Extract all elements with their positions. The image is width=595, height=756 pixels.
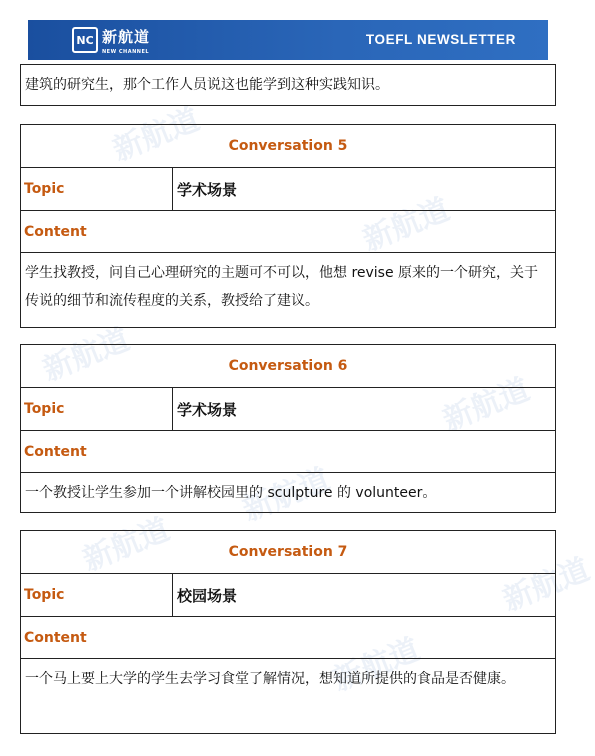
brand-name-en: NEW CHANNEL bbox=[102, 48, 150, 55]
carryover-box bbox=[20, 64, 556, 106]
content-label: Content bbox=[24, 443, 87, 460]
watermark-logo: 新航道 bbox=[108, 102, 205, 169]
brand-mark-icon: NC bbox=[72, 27, 98, 53]
topic-value: 校园场景 bbox=[177, 586, 238, 605]
conversation-title-row bbox=[21, 345, 555, 387]
brand-name-cn: 新航道 bbox=[102, 27, 151, 46]
conversation-title: Conversation 7 bbox=[228, 544, 348, 560]
carryover-text: 建筑的研究生，那个工作人员说这也能学到这种实践知识。 bbox=[25, 77, 389, 93]
watermark-logo: 新航道 bbox=[238, 462, 335, 529]
content-label-row bbox=[21, 210, 555, 252]
content-label-row bbox=[21, 430, 555, 472]
conversation-table bbox=[20, 124, 556, 328]
brand-logo bbox=[72, 24, 150, 56]
topic-label: Topic bbox=[24, 181, 65, 197]
topic-value: 学术场景 bbox=[177, 180, 238, 199]
topic-label: Topic bbox=[24, 401, 65, 417]
content-label: Content bbox=[24, 223, 87, 240]
watermark-logo: 新航道 bbox=[328, 632, 425, 699]
conversation-table bbox=[20, 530, 556, 734]
topic-label: Topic bbox=[24, 587, 65, 603]
topic-row bbox=[21, 167, 555, 210]
content-text: 学生找教授，问自己心理研究的主题可不可以，他想 revise 原来的一个研究，关于传说的细节和流传程度的关系，教授给了建议。 bbox=[21, 252, 555, 327]
watermark-logo: 新航道 bbox=[358, 192, 455, 259]
watermark-logo: 新航道 bbox=[498, 552, 595, 619]
conversation-title: Conversation 6 bbox=[228, 358, 348, 374]
content-text: 一个马上要上大学的学生去学习食堂了解情况，想知道所提供的食品是否健康。 bbox=[21, 658, 555, 733]
watermark-logo: 新航道 bbox=[38, 322, 135, 389]
conversation-title-row bbox=[21, 531, 555, 573]
topic-row bbox=[21, 573, 555, 616]
conversation-title-row bbox=[21, 125, 555, 167]
topic-row bbox=[21, 387, 555, 430]
topic-value: 学术场景 bbox=[177, 400, 238, 419]
content-label: Content bbox=[24, 629, 87, 646]
watermark-logo: 新航道 bbox=[438, 372, 535, 439]
newsletter-title: TOEFL NEWSLETTER bbox=[365, 32, 516, 47]
content-text: 一个教授让学生参加一个讲解校园里的 sculpture 的 volunteer。 bbox=[21, 472, 555, 513]
conversation-table bbox=[20, 344, 556, 513]
newsletter-header bbox=[28, 20, 548, 60]
watermark-logo: 新航道 bbox=[78, 512, 175, 579]
content-label-row bbox=[21, 616, 555, 658]
conversation-title: Conversation 5 bbox=[228, 138, 348, 154]
